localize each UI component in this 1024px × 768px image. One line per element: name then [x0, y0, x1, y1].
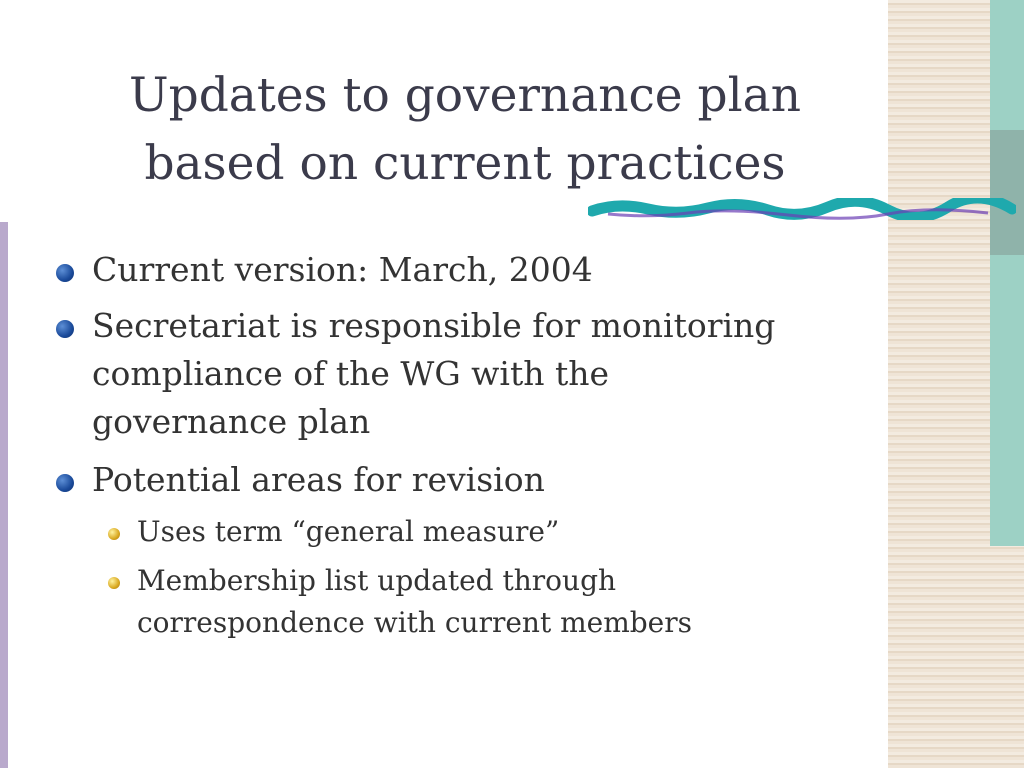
teal-stripe-dark-band: [990, 130, 1024, 255]
sub-bullet-icon: [108, 528, 120, 540]
sub-bullet-text: Membership list updated through: [137, 564, 617, 597]
sub-bullet-general-measure: [137, 511, 877, 553]
left-accent-bar: [0, 222, 8, 768]
sub-bullet-icon: [108, 577, 120, 589]
bullet-icon: [56, 320, 74, 338]
bullet-text: Potential areas for revision: [92, 460, 545, 499]
bullet-text: compliance of the WG with the: [92, 354, 610, 393]
bullet-text: governance plan: [92, 402, 371, 441]
slide-title: [40, 62, 890, 198]
teal-stripe: [990, 0, 1024, 546]
sub-bullet-text: correspondence with current members: [137, 606, 693, 639]
bullet-current-version: [92, 246, 882, 294]
decorative-squiggle-line: [588, 198, 1016, 220]
bullet-potential-areas: [92, 456, 882, 504]
bullet-icon: [56, 474, 74, 492]
sub-bullet-membership: [137, 560, 877, 644]
sub-bullet-text: Uses term “general measure”: [137, 515, 560, 548]
bullet-secretariat: [92, 302, 882, 446]
bullet-icon: [56, 264, 74, 282]
bullet-text: Secretariat is responsible for monitoring: [92, 306, 776, 345]
bullet-text: Current version: March, 2004: [92, 250, 593, 289]
title-line: Updates to governance plan: [129, 68, 801, 123]
title-line: based on current practices: [144, 136, 786, 191]
